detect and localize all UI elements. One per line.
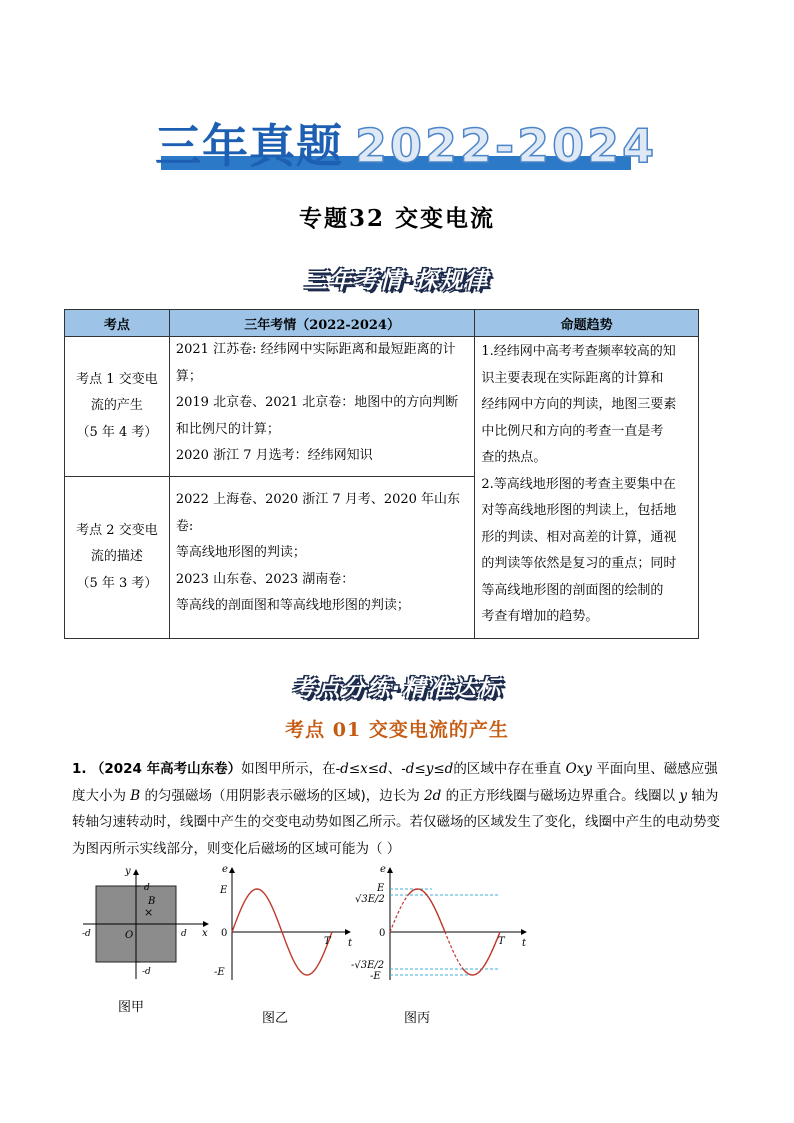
label-d-right: d xyxy=(181,929,187,939)
cell-line: 流的描述 xyxy=(90,549,143,565)
trend-line: 经纬网中方向的判读，地图三要素 xyxy=(481,397,677,412)
subject-title: 专题32 交变电流 xyxy=(298,205,495,232)
label-origin: O xyxy=(125,930,134,941)
trend-line: 考查有增加的趋势。 xyxy=(481,609,599,624)
banner-title: 三年真题 xyxy=(155,119,343,173)
label-zero: 0 xyxy=(221,928,228,939)
cell-line: 算； xyxy=(175,368,202,384)
cell-line: 流的产生 xyxy=(90,398,143,414)
kaoqing-cell xyxy=(169,477,475,639)
question-number: 1. xyxy=(72,761,87,777)
caption-yi: 图乙 xyxy=(262,1011,289,1024)
label-d-top: d xyxy=(144,883,150,893)
trend-line: 的判读等依然是复习的重点；同时 xyxy=(481,556,677,571)
cell-line: 2021 江苏卷: 经纬网中实际距离和最短距离的计 xyxy=(175,342,456,357)
emf-curve-solid xyxy=(408,889,445,932)
figure-jia xyxy=(78,864,218,1024)
label-T: T xyxy=(498,936,505,947)
table-row xyxy=(65,337,699,477)
banner xyxy=(155,118,658,178)
cell-line: 2020 浙江 7 月选考：经纬网知识 xyxy=(175,448,373,463)
question-text: 轴为转轴匀速转动时，线圈中产生的交变电动势如图乙所示。若仅磁场的区域发生了变化，线圈中产生的电动势变为图丙所示实线部分，则变化后磁场的区域可能为（ ） xyxy=(72,787,720,857)
trend-line: 对等高线地形图的判读上，包括地 xyxy=(481,503,677,518)
trend-line: 查的热点。 xyxy=(481,450,547,465)
banner-years: 2022-2024 xyxy=(355,119,658,173)
trend-cell xyxy=(475,337,699,639)
label-E: E xyxy=(377,883,385,894)
question-source: （2024 年高考山东卷） xyxy=(90,761,242,777)
question-text: 的正方形线圈与磁场边界重合。线圈以 xyxy=(441,787,680,804)
cell-line: 2022 上海卷、2020 浙江 7 月考、2020 年山东卷: xyxy=(175,492,461,534)
label-r3E2: √3E/2 xyxy=(355,894,385,905)
label-T: T xyxy=(324,936,331,947)
question-text: 如图甲所示，在 xyxy=(241,761,336,777)
cell-line: （5 年 4 考） xyxy=(76,424,158,440)
figure-yi xyxy=(210,862,360,1024)
section2-title: 考点分练·精准达标 xyxy=(291,676,503,702)
label-y: y xyxy=(125,866,131,877)
kaodian01-title: 考点 01 交变电流的产生 xyxy=(285,719,509,741)
label-t: t xyxy=(348,938,353,949)
label-e: e xyxy=(222,864,228,875)
cell-line: （5 年 3 考） xyxy=(76,575,158,591)
label-B: B xyxy=(148,896,156,907)
cell-line: 等高线的剖面图和等高线地形图的判读； xyxy=(175,598,410,613)
label-d-bottom: -d xyxy=(142,967,151,977)
question-text: 平面向里、磁感应强度大小为 xyxy=(72,761,718,804)
header-kaoqing: 三年考情（2022-2024） xyxy=(169,310,475,337)
trend-line: 中比例尺和方向的考查一直是考 xyxy=(481,423,664,439)
header-trend: 命题趋势 xyxy=(475,310,699,337)
emf-curve-solid xyxy=(463,932,500,975)
question-text: 、 xyxy=(387,761,402,777)
cell-line: 考点 2 交变电 xyxy=(76,522,158,538)
trend-line: 识主要表现在实际距离的计算和 xyxy=(481,370,664,386)
cell-line: 2019 北京卷、2021 北京卷：地图中的方向判断 xyxy=(175,395,459,410)
math-side: 2d xyxy=(424,787,442,804)
header-kaodian: 考点 xyxy=(65,310,170,337)
math-cond2: -d≤y≤d xyxy=(401,761,454,777)
cell-line: 2023 山东卷、2023 湖南卷： xyxy=(175,571,355,587)
math-plane: Oxy xyxy=(565,761,592,777)
trend-line: 2.等高线地形图的考查主要集中在 xyxy=(481,476,676,492)
label-negE: -E xyxy=(214,967,225,978)
label-zero: 0 xyxy=(379,928,386,939)
trend-line: 形的判读、相对高差的计算，通视 xyxy=(481,529,677,545)
label-t: t xyxy=(522,938,527,949)
question-text: 的匀强磁场（用阴影表示磁场的区域)，边长为 xyxy=(140,787,425,804)
trend-table xyxy=(64,309,699,639)
question-text: 的区域中存在垂直 xyxy=(453,761,566,777)
kaodian-cell xyxy=(65,337,170,477)
label-e: e xyxy=(380,864,386,875)
table-header-row xyxy=(65,310,699,337)
math-cond1: -d≤x≤d xyxy=(335,761,388,777)
cell-line: 考点 1 交变电 xyxy=(76,371,158,387)
math-B: B xyxy=(130,787,141,804)
kaodian-cell xyxy=(65,477,170,639)
trend-line: 等高线地形图的剖面图的绘制的 xyxy=(481,582,664,598)
math-axis: y xyxy=(679,787,688,804)
label-E: E xyxy=(220,885,228,896)
trend-line: 1.经纬网中高考考查频率较高的知 xyxy=(481,344,676,359)
cell-line: 和比例尺的计算； xyxy=(175,421,280,437)
label-negE: -E xyxy=(370,971,381,982)
label-nr3E2: -√3E/2 xyxy=(351,960,385,971)
figure-bing xyxy=(350,862,532,1024)
caption-bing: 图丙 xyxy=(404,1011,431,1024)
caption-jia: 图甲 xyxy=(118,1000,145,1015)
section1-title: 三年考情·探规律 xyxy=(304,268,490,294)
field-into-page-mark: × xyxy=(144,906,154,919)
label-x: x xyxy=(202,928,208,939)
question-1 xyxy=(72,756,728,862)
cell-line: 等高线地形图的判读； xyxy=(175,545,306,560)
label-d-left: -d xyxy=(82,929,91,939)
kaoqing-cell xyxy=(169,337,475,477)
